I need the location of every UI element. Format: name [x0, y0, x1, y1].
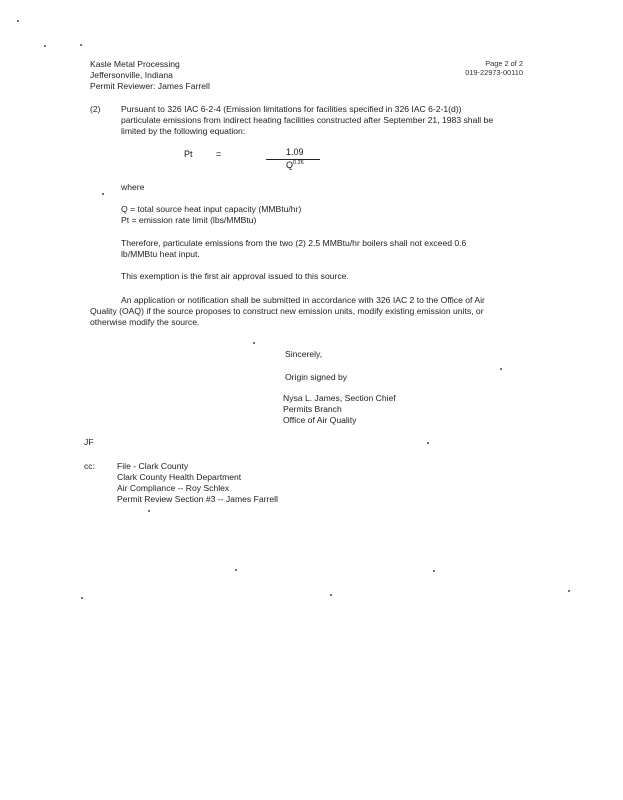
- scan-speck: [44, 45, 46, 47]
- equation-exponent: 0.26: [293, 160, 304, 166]
- scan-speck: [330, 594, 332, 596]
- signer-name: Nysa L. James, Section Chief: [283, 393, 396, 403]
- therefore-line: Therefore, particulate emissions from the two (2) 2.5 MMBtu/hr boilers shall not exceed 0.6: [121, 238, 467, 248]
- where-label: where: [121, 182, 145, 192]
- equation-denominator: [286, 160, 304, 170]
- scan-speck: [253, 342, 255, 344]
- definitions-list: [121, 204, 301, 226]
- cc-entry: Air Compliance -- Roy Schlex: [117, 483, 230, 493]
- item-paragraph: [121, 104, 493, 137]
- therefore-paragraph: [121, 238, 466, 260]
- equation-numerator: 1.09: [286, 147, 304, 157]
- cc-entry: Permit Review Section #3 -- James Farrell: [117, 494, 278, 504]
- scan-speck: [427, 442, 429, 444]
- application-line: Quality (OAQ) if the source proposes to construct new emission units, modify existing emission units, or: [90, 306, 484, 316]
- scan-speck: [433, 570, 435, 572]
- header-permit-reviewer: Permit Reviewer: James Farrell: [90, 81, 210, 91]
- cc-entry: Clark County Health Department: [117, 472, 242, 482]
- definition-line: Pt = emission rate limit (lbs/MMBtu): [121, 215, 257, 225]
- item-line: limited by the following equation:: [121, 126, 246, 136]
- item-line: Pursuant to 326 IAC 6-2-4 (Emission limitations for facilities specified in 326 IAC 6-2-1(d)): [121, 104, 462, 114]
- author-initials: JF: [84, 437, 94, 447]
- cc-list: [117, 461, 278, 505]
- signer-office: Office of Air Quality: [283, 415, 357, 425]
- header-permit-id: 019-22973-00110: [465, 68, 523, 77]
- therefore-line: lb/MMBtu heat input.: [121, 249, 200, 259]
- scan-speck: [81, 597, 83, 599]
- header-source-info: [90, 59, 210, 92]
- scan-speck: [235, 569, 237, 571]
- scan-speck: [500, 368, 502, 370]
- definition-line: Q = total source heat input capacity (MMBtu/hr): [121, 204, 302, 214]
- cc-label: cc:: [84, 461, 95, 471]
- header-source-location: Jeffersonville, Indiana: [90, 70, 173, 80]
- signer-branch: Permits Branch: [283, 404, 342, 414]
- cc-entry: File - Clark County: [117, 461, 189, 471]
- item-number: (2): [90, 104, 101, 114]
- scan-speck: [80, 44, 82, 46]
- application-paragraph: [90, 295, 485, 328]
- equation-denominator-base: Q: [286, 160, 294, 170]
- application-line: An application or notification shall be submitted in accordance with 326 IAC 2 to the Office of Air: [121, 295, 485, 305]
- equation-lhs: Pt: [184, 149, 193, 159]
- item-line: particulate emissions from indirect heating facilities constructed after September 21, 1983 shall be: [121, 115, 494, 125]
- closing-sincerely: Sincerely,: [285, 349, 323, 359]
- header-source-name: Kasle Metal Processing: [90, 59, 180, 69]
- scan-speck: [568, 590, 570, 592]
- exemption-statement: This exemption is the first air approval issued to this source.: [121, 271, 349, 281]
- equation-equals: =: [216, 149, 222, 159]
- scan-speck: [148, 510, 150, 512]
- signature-block: [283, 393, 396, 426]
- closing-signed-by: Origin signed by: [285, 372, 348, 382]
- header-page-number: Page 2 of 2: [485, 59, 523, 68]
- scan-speck: [17, 20, 19, 22]
- scan-speck: [102, 193, 104, 195]
- application-line: otherwise modify the source.: [90, 317, 200, 327]
